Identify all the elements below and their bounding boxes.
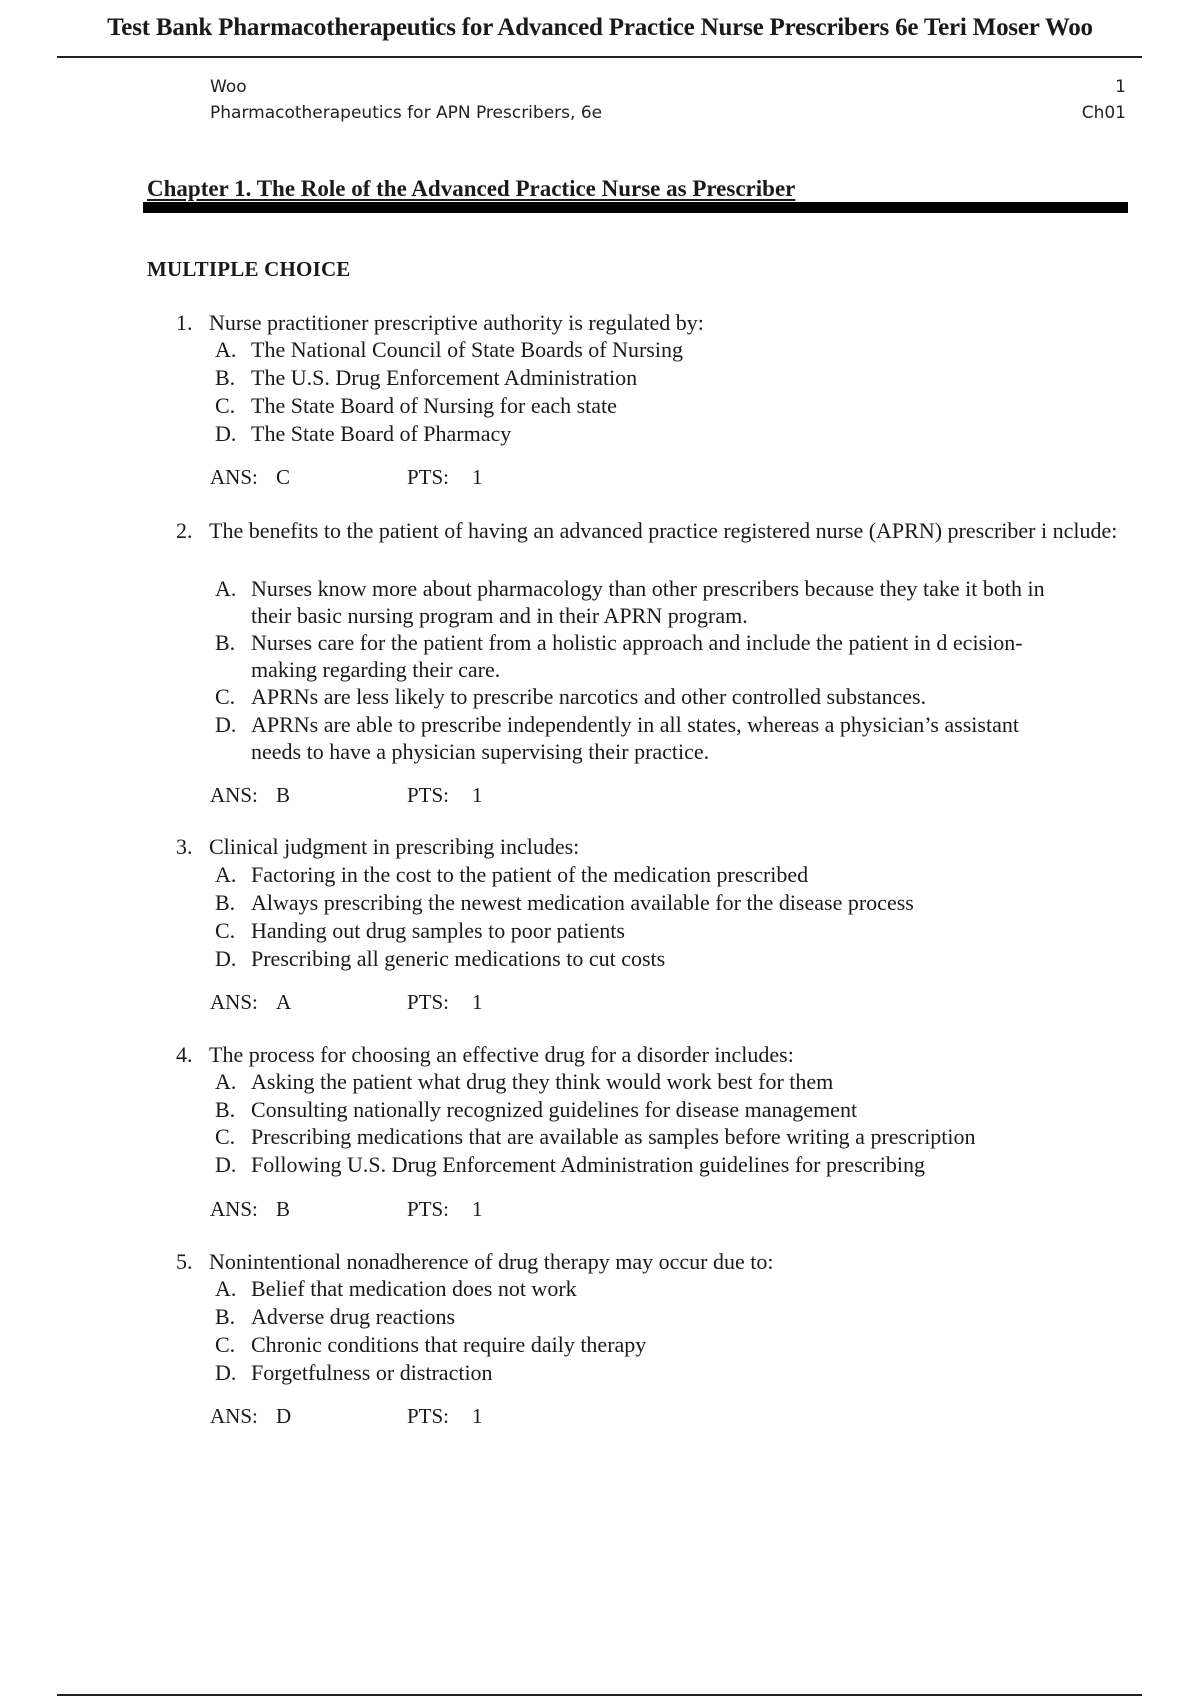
option-text: Consulting nationally recognized guidelines for disease management bbox=[251, 1097, 858, 1122]
answer-label: ANS: bbox=[210, 1404, 258, 1428]
option-text: Handing out drug samples to poor patients bbox=[251, 918, 625, 943]
points-label: PTS: bbox=[407, 1404, 450, 1428]
header-author: Woo bbox=[210, 77, 247, 97]
option-letter: B. bbox=[215, 1304, 236, 1329]
points-value: 1 bbox=[472, 783, 483, 807]
question-text: Nonintentional nonadherence of drug therapy may occur due to: bbox=[209, 1249, 774, 1274]
answer-value: B bbox=[276, 783, 291, 807]
question-number: 3. bbox=[176, 834, 193, 859]
chapter-divider bbox=[143, 202, 1128, 213]
answer-label: ANS: bbox=[210, 783, 258, 807]
option-letter: A. bbox=[215, 1069, 237, 1094]
answer-value: D bbox=[276, 1404, 292, 1428]
option-letter: C. bbox=[215, 918, 236, 943]
answer-value: A bbox=[276, 990, 292, 1014]
question-text: Nurse practitioner prescriptive authority is regulated by: bbox=[209, 310, 704, 335]
option-text: Forgetfulness or distraction bbox=[251, 1360, 493, 1385]
answer-label: ANS: bbox=[210, 465, 258, 489]
option-text: Asking the patient what drug they think would work best for them bbox=[251, 1069, 834, 1094]
header-chapter-code: Ch01 bbox=[1081, 103, 1126, 123]
answer-label: ANS: bbox=[210, 1197, 258, 1221]
points-value: 1 bbox=[472, 465, 483, 489]
option-letter: C. bbox=[215, 684, 236, 709]
points-label: PTS: bbox=[407, 1197, 450, 1221]
option-text: Adverse drug reactions bbox=[251, 1304, 456, 1329]
option-letter: D. bbox=[215, 1152, 237, 1177]
option-text: Prescribing all generic medications to cut costs bbox=[251, 946, 666, 971]
question-text: The process for choosing an effective drug for a disorder includes: bbox=[209, 1042, 794, 1067]
chapter-title: Chapter 1. The Role of the Advanced Practice Nurse as Prescriber bbox=[147, 176, 796, 201]
option-text: Nurses know more about pharmacology than other prescribers because they take it both in their basic nursing program and in their APRN program. bbox=[251, 576, 1045, 628]
question-text: The benefits to the patient of having an advanced practice registered nurse (APRN) prescriber i nclude: bbox=[209, 518, 1118, 543]
title-divider bbox=[57, 56, 1142, 58]
header-page-number: 1 bbox=[1115, 77, 1126, 97]
option-text: Always prescribing the newest medication available for the disease process bbox=[251, 890, 914, 915]
document-title: Test Bank Pharmacotherapeutics for Advanced Practice Nurse Prescribers 6e Teri Moser Woo bbox=[107, 14, 1093, 41]
option-text: Belief that medication does not work bbox=[251, 1276, 577, 1301]
question-text: Clinical judgment in prescribing includes: bbox=[209, 834, 580, 859]
option-text: Nurses care for the patient from a holistic approach and include the patient in d ecision-making regarding their care. bbox=[251, 630, 1023, 682]
points-value: 1 bbox=[472, 1197, 483, 1221]
question-number: 1. bbox=[176, 310, 193, 335]
option-letter: A. bbox=[215, 576, 237, 601]
answer-label: ANS: bbox=[210, 990, 258, 1014]
option-letter: D. bbox=[215, 421, 237, 446]
option-letter: D. bbox=[215, 712, 237, 737]
option-text: The U.S. Drug Enforcement Administration bbox=[251, 365, 638, 390]
option-letter: C. bbox=[215, 1124, 236, 1149]
question-number: 5. bbox=[176, 1249, 193, 1274]
answer-value: B bbox=[276, 1197, 291, 1221]
header-book: Pharmacotherapeutics for APN Prescribers, 6e bbox=[210, 103, 603, 123]
option-text: Prescribing medications that are available as samples before writing a prescription bbox=[251, 1124, 976, 1149]
option-letter: B. bbox=[215, 1097, 236, 1122]
option-letter: B. bbox=[215, 365, 236, 390]
option-text: Chronic conditions that require daily therapy bbox=[251, 1332, 647, 1357]
footer-divider bbox=[57, 1694, 1142, 1696]
option-letter: D. bbox=[215, 946, 237, 971]
option-text: The State Board of Nursing for each state bbox=[251, 393, 617, 418]
option-text: Factoring in the cost to the patient of the medication prescribed bbox=[251, 862, 809, 887]
points-value: 1 bbox=[472, 990, 483, 1014]
option-letter: D. bbox=[215, 1360, 237, 1385]
question-number: 2. bbox=[176, 518, 193, 543]
option-letter: B. bbox=[215, 630, 236, 655]
option-letter: A. bbox=[215, 1276, 237, 1301]
option-text: APRNs are able to prescribe independently in all states, whereas a physician’s assistant needs to have a physician supervising their practice. bbox=[251, 712, 1019, 764]
points-label: PTS: bbox=[407, 465, 450, 489]
question-number: 4. bbox=[176, 1042, 193, 1067]
points-value: 1 bbox=[472, 1404, 483, 1428]
option-text: The National Council of State Boards of Nursing bbox=[251, 337, 683, 362]
option-letter: A. bbox=[215, 337, 237, 362]
option-text: Following U.S. Drug Enforcement Administration guidelines for prescribing bbox=[251, 1152, 925, 1177]
option-text: The State Board of Pharmacy bbox=[251, 421, 512, 446]
option-text: APRNs are less likely to prescribe narcotics and other controlled substances. bbox=[251, 684, 927, 709]
section-title: MULTIPLE CHOICE bbox=[147, 257, 351, 281]
answer-value: C bbox=[276, 465, 291, 489]
option-letter: C. bbox=[215, 393, 236, 418]
option-letter: A. bbox=[215, 862, 237, 887]
option-letter: C. bbox=[215, 1332, 236, 1357]
points-label: PTS: bbox=[407, 783, 450, 807]
points-label: PTS: bbox=[407, 990, 450, 1014]
option-letter: B. bbox=[215, 890, 236, 915]
